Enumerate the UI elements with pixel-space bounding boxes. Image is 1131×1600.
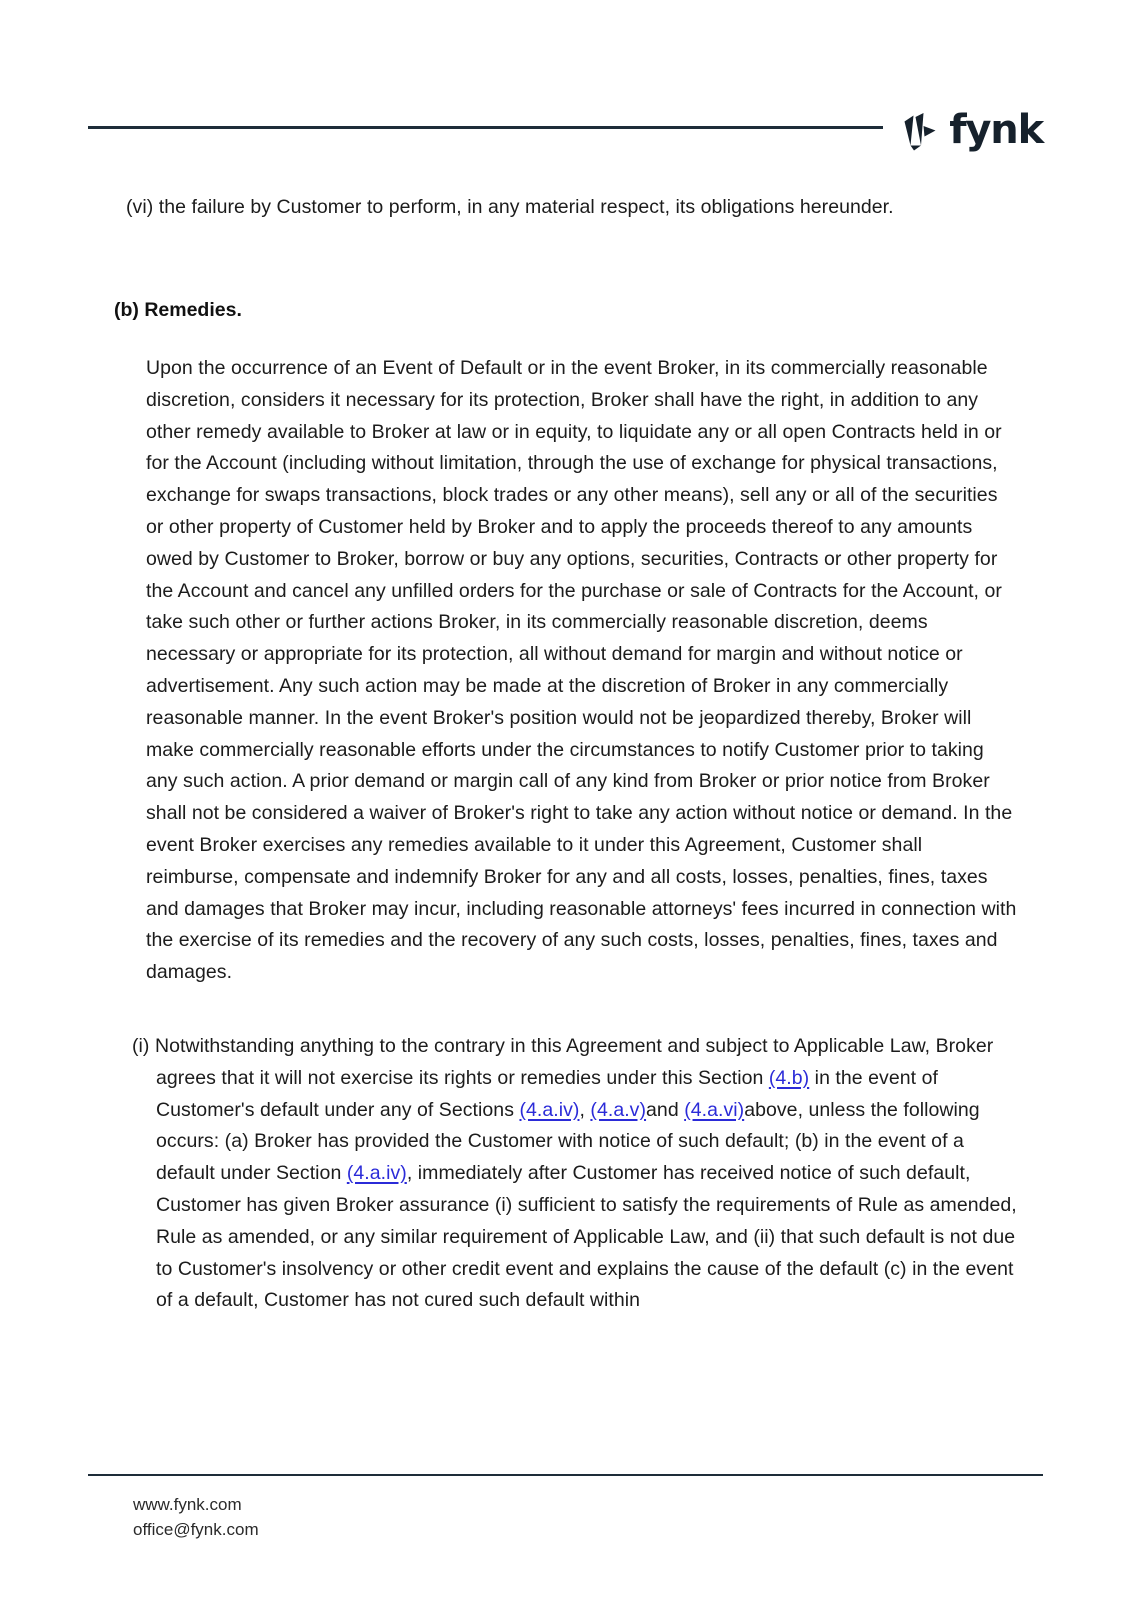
brand-logo — [893, 104, 1043, 160]
section-link-4aiv-2[interactable]: (4.a.iv) — [346, 1162, 407, 1185]
sub-clause-i — [132, 1031, 1023, 1317]
remedies-sub-list — [88, 1031, 1043, 1317]
remedies-paragraph: Upon the occurrence of an Event of Default or in the event Broker, in its commercially reasonable discretion, considers it necessary for its protection, Broker shall have the right, in addition to any other remedy available to Broker at law or in equity, to liquidate any or all open Contracts held in or for the Account (including without limitation, through the use of exchange for physical transactions, exchange for swaps transactions, block trades or any other means), sell any or all of the securities or other property of Customer held by Broker and to apply the proceeds thereof to any amounts owed by Customer to Broker, borrow or buy any options, securities, Contracts or other property for the Account and cancel any unfilled orders for the purchase or sale of Contracts for the Account, or take such other or further actions Broker, in its commercially reasonable discretion, deems necessary or appropriate for its protection, all without demand for margin and without notice or advertisement. Any such action may be made at the discretion of Broker in any commercially reasonable manner. In the event Broker's position would not be jeopardized thereby, Broker will make commercially reasonable efforts under the circumstances to notify Customer prior to taking any such action. A prior demand or margin call of any kind from Broker or prior notice from Broker shall not be considered a waiver of Broker's right to take any action without notice or demand. In the event Broker exercises any remedies available to it under this Agreement, Customer shall reimburse, compensate and indemnify Broker for any and all costs, losses, penalties, fines, taxes and damages that Broker may incur, including reasonable attorneys' fees incurred in connection with the exercise of its remedies and the recovery of any such costs, losses, penalties, fines, taxes and damages. — [146, 357, 1017, 984]
page-header — [88, 104, 1043, 164]
sub-clause-marker: (i) — [132, 1035, 155, 1058]
section-heading-remedies: (b) Remedies. — [114, 299, 242, 322]
sub-clause-text-4: and — [646, 1098, 685, 1121]
page-footer — [88, 1474, 1043, 1542]
section-link-4av[interactable]: (4.a.v) — [590, 1098, 647, 1121]
sub-clause-text-6: , immediately after Customer has received notice of such default, Customer has given Broker assurance (i) sufficient to satisfy the requirements of Rule as amended, Rule as amended, or any similar requirement of Applicable Law, and (ii) that such default is not due to Customer's insolvency or other credit event and explains the cause of the default (c) in the event of a default, Customer has not cured such default within — [156, 1162, 1017, 1312]
sub-clause-text-5: above, unless the following occurs: (a) Broker has provided the Customer with notice of such default; (b) in the event of a default under Section — [156, 1098, 980, 1185]
header-divider — [88, 126, 883, 129]
footer-email[interactable]: office@fynk.com — [133, 1520, 259, 1539]
clause-vi: (vi) the failure by Customer to perform, in any material respect, its obligations hereunder. — [126, 195, 894, 218]
brand-wordmark: fynk — [949, 107, 1043, 153]
footer-divider — [88, 1474, 1043, 1476]
document-content — [88, 172, 1043, 1337]
origami-bird-icon — [893, 112, 939, 152]
sub-clause-text-3: , — [579, 1098, 591, 1121]
footer-contact — [88, 1492, 1043, 1542]
sub-clause-text-2: in the event of Customer's default under any of Sections — [156, 1066, 938, 1121]
sub-clause-text-1: Notwithstanding anything to the contrary in this Agreement and subject to Applicable Law, Broker agrees that it will not exercise its rights or remedies under this Section — [154, 1035, 994, 1089]
footer-website[interactable]: www.fynk.com — [133, 1495, 242, 1514]
section-link-4avi[interactable]: (4.a.vi) — [684, 1098, 745, 1121]
section-link-4aiv-1[interactable]: (4.a.iv) — [519, 1098, 580, 1121]
section-link-4b[interactable]: (4.b) — [768, 1066, 810, 1089]
remedies-body — [88, 353, 1043, 989]
